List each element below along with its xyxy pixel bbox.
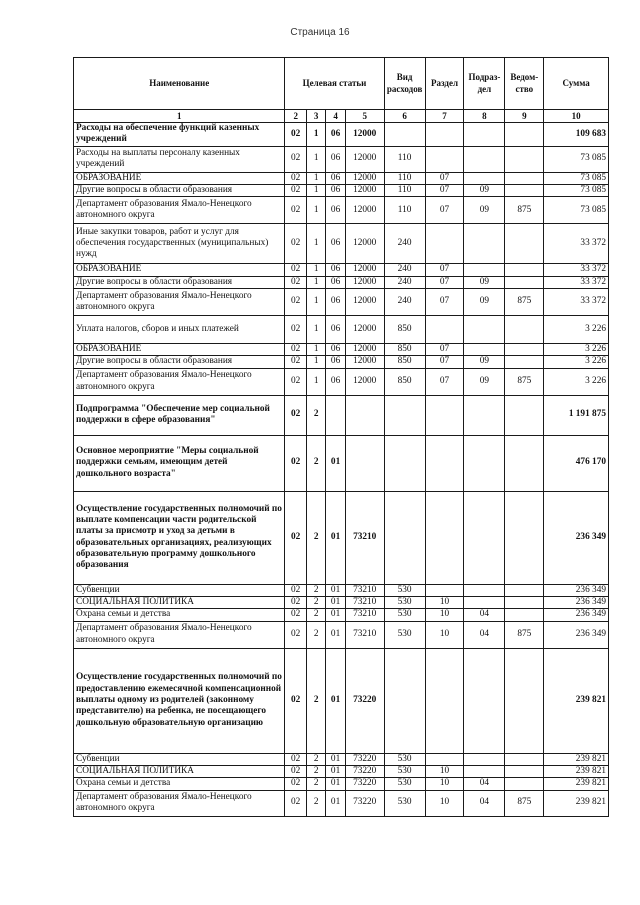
row-subsection bbox=[464, 435, 505, 491]
page-header: Страница 16 bbox=[290, 27, 350, 38]
row-department bbox=[505, 343, 544, 355]
row-activity: 06 bbox=[326, 315, 345, 343]
row-activity: 01 bbox=[326, 491, 345, 584]
table-row bbox=[74, 435, 609, 491]
row-program: 02 bbox=[285, 197, 307, 224]
row-activity: 06 bbox=[326, 264, 345, 276]
row-program: 02 bbox=[285, 491, 307, 584]
row-direction: 12000 bbox=[345, 197, 384, 224]
header-expense-type: Вид расходов bbox=[384, 58, 425, 110]
row-section: 10 bbox=[425, 790, 464, 816]
row-amount: 236 349 bbox=[544, 491, 609, 584]
row-program: 02 bbox=[285, 343, 307, 355]
row-expense-type: 530 bbox=[384, 621, 425, 648]
row-subsection bbox=[464, 264, 505, 276]
row-name: Охрана семьи и детства bbox=[74, 778, 285, 790]
row-subprogram: 2 bbox=[306, 790, 325, 816]
row-expense-type: 110 bbox=[384, 197, 425, 224]
row-activity: 06 bbox=[326, 146, 345, 172]
row-activity: 01 bbox=[326, 609, 345, 621]
row-amount: 73 085 bbox=[544, 184, 609, 196]
row-program: 02 bbox=[285, 621, 307, 648]
row-expense-type: 530 bbox=[384, 765, 425, 777]
row-direction: 12000 bbox=[345, 288, 384, 315]
row-name: Подпрограмма "Обеспечение мер социальной поддержки в сфере образования" bbox=[74, 395, 285, 435]
row-name: Другие вопросы в области образования bbox=[74, 184, 285, 196]
row-direction: 73220 bbox=[345, 765, 384, 777]
row-direction: 73210 bbox=[345, 491, 384, 584]
row-subprogram: 2 bbox=[306, 648, 325, 753]
row-subprogram: 1 bbox=[306, 356, 325, 368]
row-amount: 109 683 bbox=[544, 123, 609, 147]
row-subsection bbox=[464, 491, 505, 584]
row-subsection bbox=[464, 765, 505, 777]
row-activity bbox=[326, 395, 345, 435]
row-department bbox=[505, 264, 544, 276]
row-section bbox=[425, 584, 464, 596]
row-program: 02 bbox=[285, 123, 307, 147]
table-row bbox=[74, 276, 609, 288]
table-row bbox=[74, 491, 609, 584]
row-program: 02 bbox=[285, 609, 307, 621]
row-amount: 3 226 bbox=[544, 315, 609, 343]
row-expense-type: 850 bbox=[384, 368, 425, 395]
table-row bbox=[74, 224, 609, 264]
row-department: 875 bbox=[505, 288, 544, 315]
row-direction: 12000 bbox=[345, 184, 384, 196]
table-row bbox=[74, 184, 609, 196]
row-expense-type bbox=[384, 435, 425, 491]
row-program: 02 bbox=[285, 778, 307, 790]
row-section bbox=[425, 491, 464, 584]
colnum-8: 8 bbox=[464, 110, 505, 123]
header-row bbox=[74, 58, 609, 110]
row-name: Охрана семьи и детства bbox=[74, 609, 285, 621]
row-subprogram: 2 bbox=[306, 609, 325, 621]
table-body bbox=[74, 123, 609, 817]
row-activity: 06 bbox=[326, 123, 345, 147]
row-subprogram: 2 bbox=[306, 395, 325, 435]
row-expense-type bbox=[384, 123, 425, 147]
row-section: 07 bbox=[425, 276, 464, 288]
row-name: Другие вопросы в области образования bbox=[74, 276, 285, 288]
row-name: СОЦИАЛЬНАЯ ПОЛИТИКА bbox=[74, 765, 285, 777]
row-subprogram: 1 bbox=[306, 368, 325, 395]
row-amount: 236 349 bbox=[544, 584, 609, 596]
row-expense-type: 240 bbox=[384, 276, 425, 288]
row-activity: 06 bbox=[326, 172, 345, 184]
table-row bbox=[74, 584, 609, 596]
table-row bbox=[74, 765, 609, 777]
row-program: 02 bbox=[285, 790, 307, 816]
row-subprogram: 2 bbox=[306, 778, 325, 790]
row-program: 02 bbox=[285, 368, 307, 395]
row-name: Субвенции bbox=[74, 753, 285, 765]
row-direction: 12000 bbox=[345, 264, 384, 276]
row-section: 10 bbox=[425, 778, 464, 790]
row-program: 02 bbox=[285, 264, 307, 276]
colnum-4: 4 bbox=[326, 110, 345, 123]
row-amount: 476 170 bbox=[544, 435, 609, 491]
colnum-1: 1 bbox=[74, 110, 285, 123]
row-expense-type: 240 bbox=[384, 264, 425, 276]
row-subsection bbox=[464, 224, 505, 264]
colnum-5: 5 bbox=[345, 110, 384, 123]
row-direction: 73220 bbox=[345, 790, 384, 816]
row-department: 875 bbox=[505, 197, 544, 224]
row-section: 07 bbox=[425, 288, 464, 315]
row-subsection bbox=[464, 395, 505, 435]
header-target: Целевая статьи bbox=[285, 58, 384, 110]
row-activity: 06 bbox=[326, 184, 345, 196]
row-subsection bbox=[464, 584, 505, 596]
row-expense-type bbox=[384, 491, 425, 584]
table-row bbox=[74, 197, 609, 224]
row-amount: 236 349 bbox=[544, 596, 609, 608]
row-direction: 12000 bbox=[345, 276, 384, 288]
row-program: 02 bbox=[285, 765, 307, 777]
row-department bbox=[505, 172, 544, 184]
row-section: 07 bbox=[425, 172, 464, 184]
row-name: Расходы на выплаты персоналу казенных учреждений bbox=[74, 146, 285, 172]
row-program: 02 bbox=[285, 356, 307, 368]
row-section: 10 bbox=[425, 765, 464, 777]
row-name: Иные закупки товаров, работ и услуг для обеспечения государственных (муниципальных) нужд bbox=[74, 224, 285, 264]
row-expense-type: 530 bbox=[384, 753, 425, 765]
row-department bbox=[505, 224, 544, 264]
colnum-6: 6 bbox=[384, 110, 425, 123]
table-row bbox=[74, 368, 609, 395]
row-amount: 236 349 bbox=[544, 609, 609, 621]
table-row bbox=[74, 343, 609, 355]
colnum-3: 3 bbox=[306, 110, 325, 123]
row-expense-type: 850 bbox=[384, 356, 425, 368]
row-direction: 12000 bbox=[345, 356, 384, 368]
row-subprogram: 1 bbox=[306, 197, 325, 224]
row-section bbox=[425, 315, 464, 343]
row-program: 02 bbox=[285, 184, 307, 196]
row-program: 02 bbox=[285, 584, 307, 596]
row-program: 02 bbox=[285, 395, 307, 435]
row-section: 07 bbox=[425, 368, 464, 395]
row-section: 07 bbox=[425, 343, 464, 355]
budget-table bbox=[73, 57, 609, 817]
row-department: 875 bbox=[505, 368, 544, 395]
row-activity: 06 bbox=[326, 197, 345, 224]
row-program: 02 bbox=[285, 315, 307, 343]
table-row bbox=[74, 315, 609, 343]
row-expense-type: 110 bbox=[384, 172, 425, 184]
row-subprogram: 2 bbox=[306, 753, 325, 765]
row-department bbox=[505, 146, 544, 172]
row-subprogram: 1 bbox=[306, 343, 325, 355]
row-department bbox=[505, 596, 544, 608]
row-subprogram: 1 bbox=[306, 264, 325, 276]
row-direction: 12000 bbox=[345, 368, 384, 395]
row-subprogram: 2 bbox=[306, 765, 325, 777]
row-expense-type: 850 bbox=[384, 343, 425, 355]
table-row bbox=[74, 264, 609, 276]
row-department bbox=[505, 276, 544, 288]
row-department bbox=[505, 609, 544, 621]
row-activity: 01 bbox=[326, 778, 345, 790]
row-direction: 12000 bbox=[345, 315, 384, 343]
header-name: Наименование bbox=[74, 58, 285, 110]
row-expense-type bbox=[384, 648, 425, 753]
row-section bbox=[425, 224, 464, 264]
row-subsection: 04 bbox=[464, 609, 505, 621]
row-expense-type: 530 bbox=[384, 778, 425, 790]
row-expense-type: 530 bbox=[384, 790, 425, 816]
row-name: Другие вопросы в области образования bbox=[74, 356, 285, 368]
table-row bbox=[74, 621, 609, 648]
row-direction: 12000 bbox=[345, 224, 384, 264]
row-amount: 73 085 bbox=[544, 197, 609, 224]
row-expense-type: 240 bbox=[384, 288, 425, 315]
row-subsection bbox=[464, 315, 505, 343]
table-row bbox=[74, 778, 609, 790]
colnum-9: 9 bbox=[505, 110, 544, 123]
row-department: 875 bbox=[505, 790, 544, 816]
row-activity: 06 bbox=[326, 224, 345, 264]
row-name: Департамент образования Ямало-Ненецкого автономного округа bbox=[74, 621, 285, 648]
row-subprogram: 2 bbox=[306, 596, 325, 608]
row-expense-type: 240 bbox=[384, 224, 425, 264]
row-activity: 01 bbox=[326, 790, 345, 816]
row-department bbox=[505, 648, 544, 753]
table-row bbox=[74, 753, 609, 765]
row-name: Основное мероприятие "Меры социальной поддержки семьям, имеющим детей дошкольного возраста" bbox=[74, 435, 285, 491]
table-row bbox=[74, 609, 609, 621]
row-section: 07 bbox=[425, 264, 464, 276]
row-expense-type: 530 bbox=[384, 584, 425, 596]
row-activity: 06 bbox=[326, 288, 345, 315]
header-department: Ведом-ство bbox=[505, 58, 544, 110]
row-activity: 01 bbox=[326, 584, 345, 596]
row-name: СОЦИАЛЬНАЯ ПОЛИТИКА bbox=[74, 596, 285, 608]
row-direction: 73220 bbox=[345, 778, 384, 790]
row-amount: 239 821 bbox=[544, 765, 609, 777]
row-amount: 33 372 bbox=[544, 288, 609, 315]
row-expense-type: 110 bbox=[384, 146, 425, 172]
row-direction: 12000 bbox=[345, 172, 384, 184]
row-name: ОБРАЗОВАНИЕ bbox=[74, 172, 285, 184]
row-subsection: 09 bbox=[464, 368, 505, 395]
row-amount: 33 372 bbox=[544, 276, 609, 288]
row-program: 02 bbox=[285, 596, 307, 608]
row-department bbox=[505, 753, 544, 765]
row-subsection: 04 bbox=[464, 778, 505, 790]
row-subsection bbox=[464, 123, 505, 147]
row-subprogram: 1 bbox=[306, 123, 325, 147]
row-program: 02 bbox=[285, 276, 307, 288]
row-direction: 73220 bbox=[345, 648, 384, 753]
row-subprogram: 2 bbox=[306, 621, 325, 648]
row-subsection: 09 bbox=[464, 288, 505, 315]
table-row bbox=[74, 648, 609, 753]
row-subsection: 04 bbox=[464, 790, 505, 816]
row-department bbox=[505, 356, 544, 368]
row-activity: 01 bbox=[326, 435, 345, 491]
row-subprogram: 1 bbox=[306, 172, 325, 184]
column-numbers-row bbox=[74, 110, 609, 123]
row-name: ОБРАЗОВАНИЕ bbox=[74, 343, 285, 355]
row-direction bbox=[345, 395, 384, 435]
row-direction: 73220 bbox=[345, 753, 384, 765]
colnum-10: 10 bbox=[544, 110, 609, 123]
row-name: ОБРАЗОВАНИЕ bbox=[74, 264, 285, 276]
row-subsection bbox=[464, 753, 505, 765]
row-department bbox=[505, 435, 544, 491]
row-program: 02 bbox=[285, 172, 307, 184]
row-amount: 3 226 bbox=[544, 356, 609, 368]
row-name: Субвенции bbox=[74, 584, 285, 596]
row-subsection: 09 bbox=[464, 276, 505, 288]
row-subsection bbox=[464, 146, 505, 172]
row-subprogram: 1 bbox=[306, 276, 325, 288]
row-department bbox=[505, 584, 544, 596]
header-sum: Сумма bbox=[544, 58, 609, 110]
row-activity: 06 bbox=[326, 356, 345, 368]
row-subprogram: 2 bbox=[306, 435, 325, 491]
row-expense-type: 850 bbox=[384, 315, 425, 343]
row-name: Расходы на обеспечение функций казенных учреждений bbox=[74, 123, 285, 147]
row-activity: 06 bbox=[326, 343, 345, 355]
row-subprogram: 1 bbox=[306, 146, 325, 172]
row-section: 07 bbox=[425, 184, 464, 196]
row-direction: 12000 bbox=[345, 146, 384, 172]
row-section: 10 bbox=[425, 596, 464, 608]
row-activity: 06 bbox=[326, 368, 345, 395]
row-amount: 73 085 bbox=[544, 146, 609, 172]
row-direction: 73210 bbox=[345, 621, 384, 648]
row-name: Департамент образования Ямало-Ненецкого автономного округа bbox=[74, 197, 285, 224]
row-expense-type: 530 bbox=[384, 609, 425, 621]
row-program: 02 bbox=[285, 146, 307, 172]
row-department bbox=[505, 315, 544, 343]
row-expense-type bbox=[384, 395, 425, 435]
row-amount: 3 226 bbox=[544, 368, 609, 395]
row-amount: 33 372 bbox=[544, 264, 609, 276]
table-row bbox=[74, 356, 609, 368]
row-amount: 239 821 bbox=[544, 790, 609, 816]
row-amount: 3 226 bbox=[544, 343, 609, 355]
row-direction: 73210 bbox=[345, 596, 384, 608]
row-activity: 01 bbox=[326, 753, 345, 765]
row-direction: 12000 bbox=[345, 343, 384, 355]
row-name: Осуществление государственных полномочий по предоставлению ежемесячной компенсационной выплаты одному из родителей (законному представителю) на ребенка, не посещающего дошкольную образовательную организацию bbox=[74, 648, 285, 753]
row-amount: 1 191 875 bbox=[544, 395, 609, 435]
row-amount: 239 821 bbox=[544, 753, 609, 765]
table-row bbox=[74, 395, 609, 435]
table-row bbox=[74, 172, 609, 184]
row-name: Уплата налогов, сборов и иных платежей bbox=[74, 315, 285, 343]
row-program: 02 bbox=[285, 288, 307, 315]
row-department: 875 bbox=[505, 621, 544, 648]
row-amount: 236 349 bbox=[544, 621, 609, 648]
row-name: Департамент образования Ямало-Ненецкого автономного округа bbox=[74, 790, 285, 816]
row-activity: 01 bbox=[326, 621, 345, 648]
row-amount: 73 085 bbox=[544, 172, 609, 184]
table-row bbox=[74, 146, 609, 172]
row-amount: 239 821 bbox=[544, 648, 609, 753]
row-activity: 06 bbox=[326, 276, 345, 288]
row-section bbox=[425, 435, 464, 491]
row-subprogram: 2 bbox=[306, 584, 325, 596]
row-department bbox=[505, 184, 544, 196]
table-row bbox=[74, 288, 609, 315]
row-name: Департамент образования Ямало-Ненецкого автономного округа bbox=[74, 288, 285, 315]
row-direction: 73210 bbox=[345, 609, 384, 621]
row-activity: 01 bbox=[326, 596, 345, 608]
header-subsection: Подраз-дел bbox=[464, 58, 505, 110]
row-department bbox=[505, 123, 544, 147]
row-activity: 01 bbox=[326, 765, 345, 777]
row-section bbox=[425, 648, 464, 753]
row-subprogram: 1 bbox=[306, 224, 325, 264]
row-direction: 73210 bbox=[345, 584, 384, 596]
row-subprogram: 1 bbox=[306, 184, 325, 196]
row-name: Департамент образования Ямало-Ненецкого автономного округа bbox=[74, 368, 285, 395]
row-department bbox=[505, 395, 544, 435]
row-section: 07 bbox=[425, 356, 464, 368]
row-name: Осуществление государственных полномочий по выплате компенсации части родительской платы за присмотр и уход за детьми в образовательных организациях, реализующих образовательную программу дошкольного образования bbox=[74, 491, 285, 584]
row-program: 02 bbox=[285, 435, 307, 491]
colnum-2: 2 bbox=[285, 110, 307, 123]
row-direction: 12000 bbox=[345, 123, 384, 147]
row-activity: 01 bbox=[326, 648, 345, 753]
colnum-7: 7 bbox=[425, 110, 464, 123]
row-department bbox=[505, 778, 544, 790]
row-direction bbox=[345, 435, 384, 491]
row-section: 10 bbox=[425, 621, 464, 648]
row-section bbox=[425, 146, 464, 172]
row-expense-type: 530 bbox=[384, 596, 425, 608]
row-subsection: 04 bbox=[464, 621, 505, 648]
table-row bbox=[74, 123, 609, 147]
row-subprogram: 1 bbox=[306, 315, 325, 343]
row-section bbox=[425, 395, 464, 435]
table-row bbox=[74, 790, 609, 816]
row-subsection bbox=[464, 172, 505, 184]
table-row bbox=[74, 596, 609, 608]
row-section: 10 bbox=[425, 609, 464, 621]
row-subsection bbox=[464, 596, 505, 608]
row-subsection: 09 bbox=[464, 197, 505, 224]
row-subprogram: 2 bbox=[306, 491, 325, 584]
row-subsection: 09 bbox=[464, 356, 505, 368]
row-department bbox=[505, 491, 544, 584]
row-section: 07 bbox=[425, 197, 464, 224]
row-section bbox=[425, 123, 464, 147]
row-program: 02 bbox=[285, 753, 307, 765]
row-subprogram: 1 bbox=[306, 288, 325, 315]
row-program: 02 bbox=[285, 648, 307, 753]
row-subsection bbox=[464, 343, 505, 355]
row-expense-type: 110 bbox=[384, 184, 425, 196]
header-section: Раздел bbox=[425, 58, 464, 110]
row-amount: 239 821 bbox=[544, 778, 609, 790]
row-department bbox=[505, 765, 544, 777]
row-subsection bbox=[464, 648, 505, 753]
row-amount: 33 372 bbox=[544, 224, 609, 264]
row-subsection: 09 bbox=[464, 184, 505, 196]
row-section bbox=[425, 753, 464, 765]
row-program: 02 bbox=[285, 224, 307, 264]
